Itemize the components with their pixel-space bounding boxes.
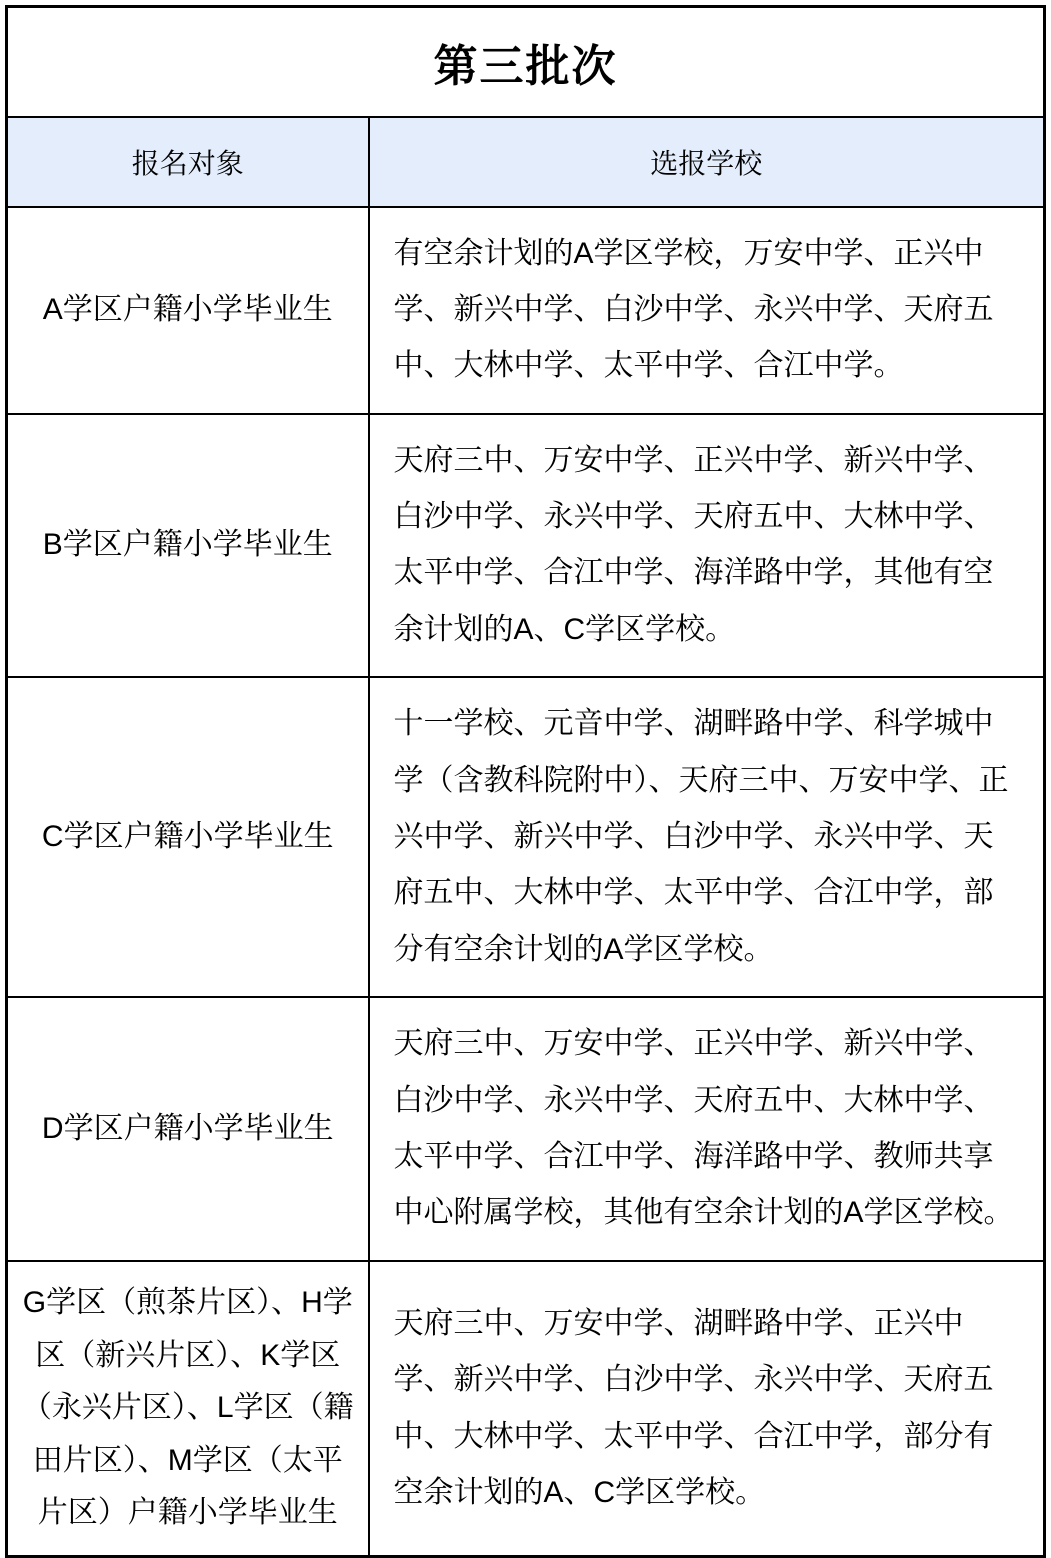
schools-cell: 天府三中、万安中学、正兴中学、新兴中学、白沙中学、永兴中学、天府五中、大林中学、太平中学、合江中学、海洋路中学、教师共享中心附属学校，其他有空余计划的A学区学校。 xyxy=(369,997,1045,1261)
target-cell: B学区户籍小学毕业生 xyxy=(7,414,369,678)
schools-cell: 有空余计划的A学区学校，万安中学、正兴中学、新兴中学、白沙中学、永兴中学、天府五中、大林中学、太平中学、合江中学。 xyxy=(369,207,1045,414)
column-header-schools: 选报学校 xyxy=(369,117,1045,207)
schools-cell: 天府三中、万安中学、湖畔路中学、正兴中学、新兴中学、白沙中学、永兴中学、天府五中、大林中学、太平中学、合江中学，部分有空余计划的A、C学区学校。 xyxy=(369,1261,1045,1557)
table-row xyxy=(7,677,1045,997)
schools-cell: 十一学校、元音中学、湖畔路中学、科学城中学（含教科院附中）、天府三中、万安中学、正兴中学、新兴中学、白沙中学、永兴中学、天府五中、大林中学、太平中学、合江中学，部分有空余计划的A学区学校。 xyxy=(369,677,1045,997)
enrollment-batch-table xyxy=(5,5,1046,1558)
column-header-target: 报名对象 xyxy=(7,117,369,207)
target-cell: C学区户籍小学毕业生 xyxy=(7,677,369,997)
target-cell: G学区（煎茶片区）、H学区（新兴片区）、K学区（永兴片区）、L学区（籍田片区）、M学区（太平片区）户籍小学毕业生 xyxy=(7,1261,369,1557)
table-row xyxy=(7,414,1045,678)
header-row xyxy=(7,117,1045,207)
target-cell: D学区户籍小学毕业生 xyxy=(7,997,369,1261)
target-cell: A学区户籍小学毕业生 xyxy=(7,207,369,414)
title-row xyxy=(7,7,1045,117)
table-title: 第三批次 xyxy=(7,7,1045,117)
table-row xyxy=(7,997,1045,1261)
table-row xyxy=(7,1261,1045,1557)
schools-cell: 天府三中、万安中学、正兴中学、新兴中学、白沙中学、永兴中学、天府五中、大林中学、太平中学、合江中学、海洋路中学，其他有空余计划的A、C学区学校。 xyxy=(369,414,1045,678)
table-row xyxy=(7,207,1045,414)
